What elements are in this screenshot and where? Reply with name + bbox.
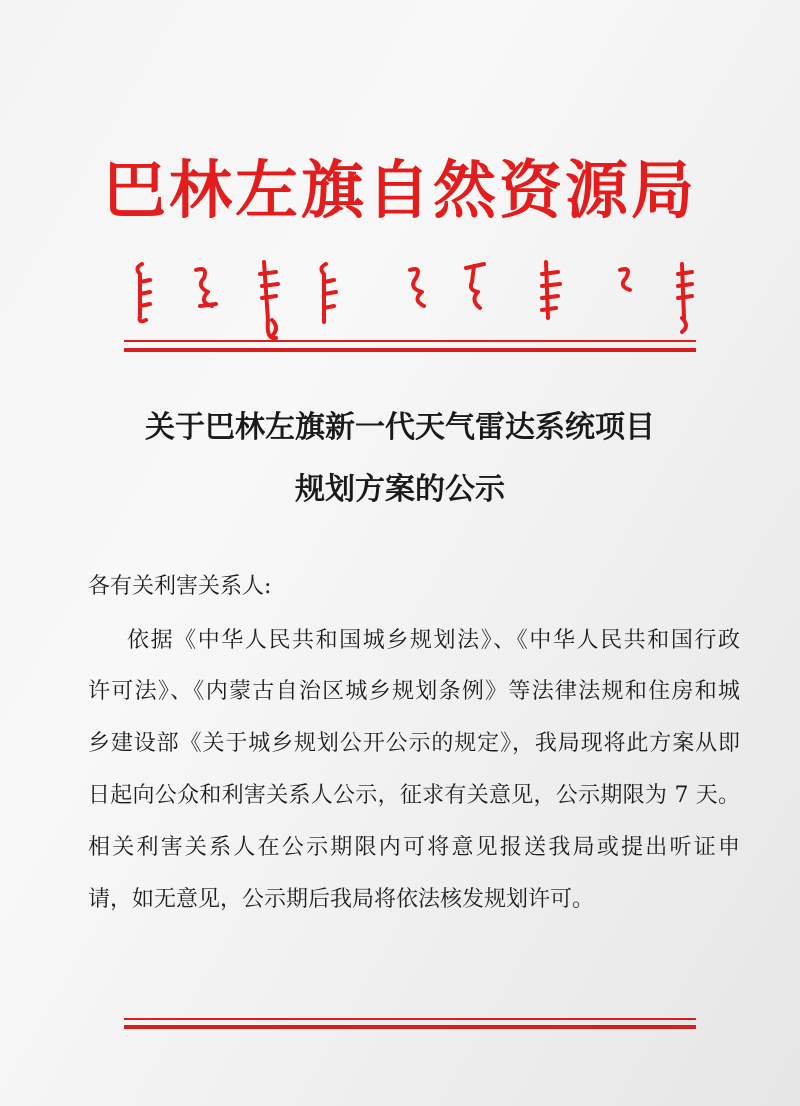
body-paragraph-line: 许可法》、《内蒙古自治区城乡规划条例》等法律法规和住房和城 bbox=[88, 679, 740, 704]
body-paragraph-line: 依据《中华人民共和国城乡规划法》、《中华人民共和国行政 bbox=[127, 628, 740, 653]
body-paragraph-line: 乡建设部《关于城乡规划公开公示的规定》，我局现将此方案从即 bbox=[88, 731, 740, 756]
body-paragraph-line: 日起向公众和利害关系人公示，征求有关意见，公示期限为 7 天。 bbox=[88, 783, 740, 808]
body-paragraph-line: 相关利害关系人在公示期限内可将意见报送我局或提出听证申 bbox=[88, 835, 740, 860]
masthead-divider-thick bbox=[124, 348, 696, 352]
mongolian-script-masthead bbox=[126, 256, 696, 346]
salutation: 各有关利害关系人: bbox=[88, 574, 272, 599]
footer-divider-thin bbox=[124, 1018, 696, 1020]
agency-masthead-title: 巴林左旗自然资源局 bbox=[103, 153, 697, 227]
masthead-divider-thin bbox=[124, 340, 696, 342]
footer-divider-thick bbox=[124, 1025, 696, 1029]
document-title-line-1: 关于巴林左旗新一代天气雷达系统项目 bbox=[145, 410, 655, 445]
document-title-line-2: 规划方案的公示 bbox=[295, 472, 505, 507]
body-paragraph-line: 请，如无意见，公示期后我局将依法核发规划许可。 bbox=[88, 887, 595, 912]
